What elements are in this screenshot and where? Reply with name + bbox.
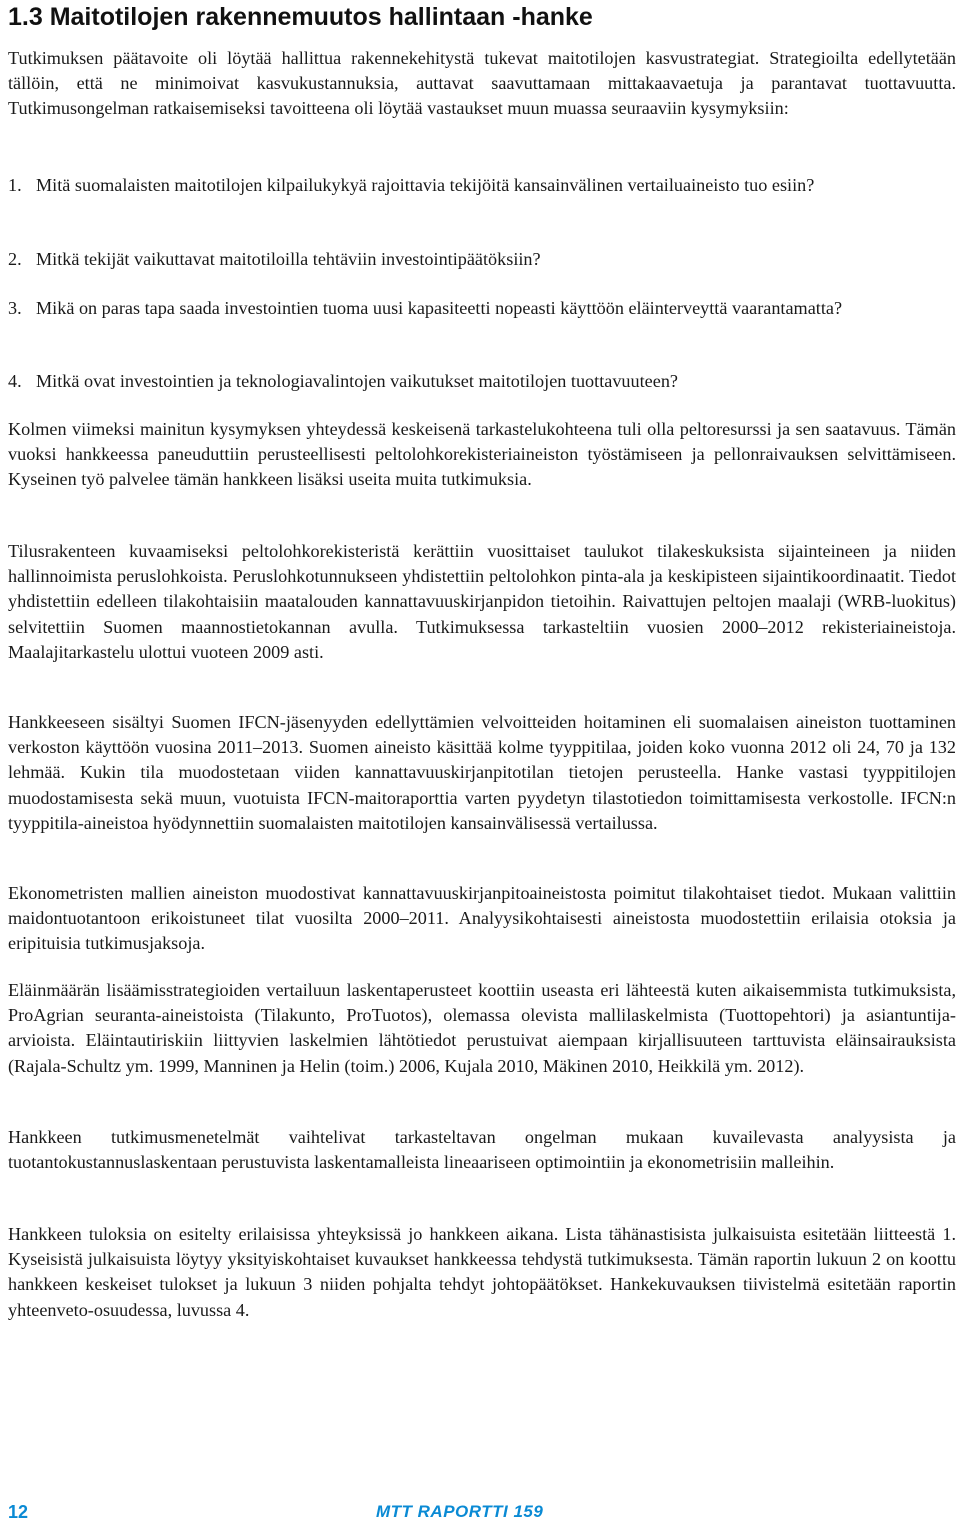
question-text: Mikä on paras tapa saada investointien tuoma uusi kapasiteetti nopeasti käyttöön eläinterveyttä vaarantamatta? — [36, 298, 843, 318]
intro-paragraph: Tutkimuksen päätavoite oli löytää hallittua rakennekehitystä tukevat maitotilojen kasvustrategiat. Strategioilta edellytetään tällöin, että ne minimoivat kasvukustannuksia, auttavat saavuttamaan mittakaavaetuja ja parantavat tuottavuutta. Tutkimusongelman ratkaisemiseksi tavoitteena oli löytää vastaukset muun muassa seuraaviin kysymyksiin: — [8, 48, 956, 119]
question-text: Mitä suomalaisten maitotilojen kilpailukykyä rajoittavia tekijöitä kansainvälinen vertailuaineisto tuo esiin? — [36, 175, 815, 195]
body-paragraph: Ekonometristen mallien aineiston muodostivat kannattavuuskirjanpitoaineistosta poimitut tilakohtaiset tiedot. Mukaan valittiin maidontuotantoon erikoistuneet tilat vuosilta 2000–2011. Analyysikohtaisesti aineistosta muodostettiin erilaisia otoksia ja eripituisia tutkimusjaksoja. — [8, 883, 956, 954]
question-number: 4. — [8, 371, 22, 391]
body-paragraph: Kolmen viimeksi mainitun kysymyksen yhteydessä keskeisenä tarkastelukohteena tuli olla peltoresurssi ja sen saatavuus. Tämän vuoksi hankkeessa paneuduttiin perusteellisesti peltolohkorekisteriaineiston työstämiseen ja pellonraivauksen selvittämiseen. Kyseinen työ palvelee tämän hankkeen lisäksi useita muita tutkimuksia. — [8, 419, 956, 490]
publication-name: MTT RAPORTTI 159 — [376, 1502, 544, 1521]
question-item — [8, 173, 956, 198]
question-item — [8, 247, 956, 272]
body-paragraph: Tilusrakenteen kuvaamiseksi peltolohkorekisteristä kerättiin vuosittaiset taulukot tilakeskuksista sijainteineen ja niiden hallinnoimista peruslohkoista. Peruslohkotunnukseen yhdistettiin peltolohkon pinta-ala ja keskipisteen sijaintikoordinaatit. Tiedot yhdistettiin edelleen tilakohtaisiin maatalouden kannattavuuskirjanpidon tietoihin. Raivattujen peltojen maalaji (WRB-luokitus) selvitettiin Suomen maannostietokannan avulla. Tutkimuksessa tarkasteltiin vuosien 2000–2012 rekisteriaineistoja. Maalajitarkastelu ulottui vuoteen 2009 asti. — [8, 541, 956, 662]
body-paragraph: Eläinmäärän lisäämisstrategioiden vertailuun laskentaperusteet koottiin useasta eri lähteestä kuten aikaisemmista tutkimuksista, ProAgrian seuranta-aineistoista (Tilakunto, ProTuotos), olemassa olevista mallilaskelmista (Tuottopehtori) ja asiantuntija-arvioista. Eläintautiriskiin liittyvien laskelmien lähtötiedot perustuivat aiempaan kirjallisuuteen tarttuvista eläinsairauksista (Rajala-Schultz ym. 1999, Manninen ja Helin (toim.) 2006, Kujala 2010, Mäkinen 2010, Heikkilä ym. 2012). — [8, 980, 956, 1076]
question-item — [8, 369, 956, 394]
question-item — [8, 296, 956, 321]
body-paragraph: Hankkeen tutkimusmenetelmät vaihtelivat tarkasteltavan ongelman mukaan kuvailevasta analyysista ja tuotantokustannuslaskentaan perustuvista laskentamalleista lineaariseen optimointiin ja ekonometrisiin malleihin. — [8, 1127, 956, 1173]
question-text: Mitkä tekijät vaikuttavat maitotiloilla tehtäviin investointipäätöksiin? — [36, 249, 541, 269]
question-number: 2. — [8, 249, 22, 269]
section-title: 1.3 Maitotilojen rakennemuutos hallintaan -hanke — [8, 3, 593, 31]
body-paragraph: Hankkeeseen sisältyi Suomen IFCN-jäsenyyden edellyttämien velvoitteiden hoitaminen eli suomalaisen aineiston tuottaminen verkoston käyttöön vuosina 2011–2013. Suomen aineisto käsittää kolme tyyppitilaa, joiden koko vuonna 2012 oli 24, 70 ja 132 lehmää. Kukin tila muodostetaan viiden kannattavuuskirjanpitotilan tietojen perusteella. Hanke vastasi tyyppitilojen muodostamisesta sekä muun, vuotuista IFCN-maitoraporttia varten pyydetyn tilastotiedon toimittamisesta verkostolle. IFCN:n tyyppitila-aineistoa hyödynnettiin suomalaisten maitotilojen kansainvälisessä vertailussa. — [8, 712, 956, 833]
document-page — [8, 0, 956, 1320]
question-number: 3. — [8, 298, 22, 318]
body-paragraph: Hankkeen tuloksia on esitelty erilaisissa yhteyksissä jo hankkeen aikana. Lista tähänastisista julkaisuista esitetään liitteestä 1. Kyseisistä julkaisuista löytyy yksityiskohtaiset kuvaukset hankkeessa tehdystä tutkimuksesta. Tämän raportin lukuun 2 on koottu hankkeen keskeiset tulokset ja lukuun 3 niiden pohjalta tehdyt johtopäätökset. Hankekuvauksen tiivistelmä esitetään raportin yhteenveto-osuudessa, luvussa 4. — [8, 1224, 956, 1320]
page-number: 12 — [8, 1502, 29, 1522]
question-number: 1. — [8, 175, 22, 195]
question-text: Mitkä ovat investointien ja teknologiavalintojen vaikutukset maitotilojen tuottavuuteen? — [36, 371, 678, 391]
